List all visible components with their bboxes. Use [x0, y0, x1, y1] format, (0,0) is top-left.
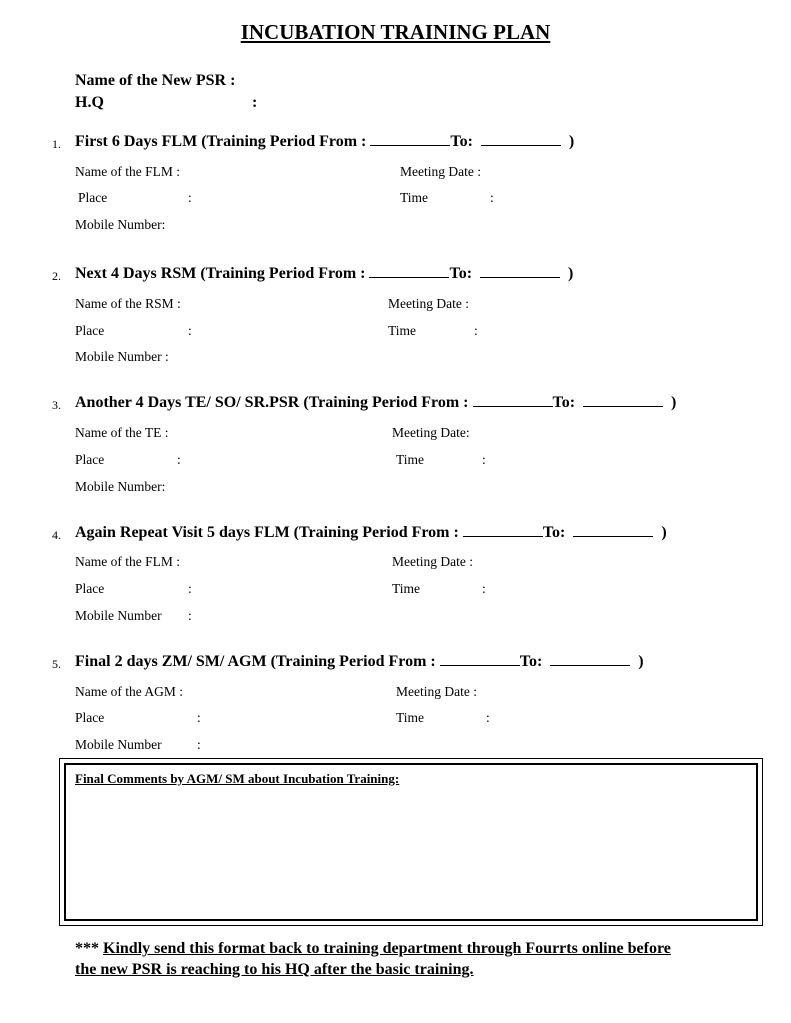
section-heading [75, 394, 676, 412]
section-heading [75, 133, 574, 151]
page-title: INCUBATION TRAINING PLAN [240, 20, 551, 44]
flm-name-label: Name of the FLM : [75, 554, 180, 569]
to-date-blank[interactable] [550, 653, 630, 666]
close-paren: ) [661, 524, 667, 541]
te-name-label: Name of the TE : [75, 425, 169, 440]
time-label: Time [400, 190, 429, 205]
place-colon: : [197, 710, 201, 725]
from-date-blank[interactable] [440, 653, 520, 666]
place-colon: : [188, 190, 192, 205]
rsm-name-label: Name of the RSM : [75, 296, 181, 311]
time-colon: : [486, 710, 490, 725]
meeting-date-label: Meeting Date : [396, 684, 477, 699]
from-date-blank[interactable] [369, 265, 449, 278]
section-number: 4. [52, 528, 61, 542]
to-date-blank[interactable] [573, 524, 653, 537]
place-colon: : [177, 452, 181, 467]
to-label: To: [449, 265, 473, 282]
hq-colon: : [252, 94, 258, 111]
footer-text-2: the new PSR is reaching to his HQ after the basic training. [75, 961, 474, 978]
agm-name-label: Name of the AGM : [75, 684, 183, 699]
time-label: Time [392, 581, 421, 596]
hq-label: H.Q [75, 94, 104, 111]
time-colon: : [490, 190, 494, 205]
section-heading [75, 653, 644, 671]
time-colon: : [474, 323, 478, 338]
to-date-blank[interactable] [481, 133, 561, 146]
from-date-blank[interactable] [370, 133, 450, 146]
section-number: 1. [52, 137, 61, 151]
to-date-blank[interactable] [480, 265, 560, 278]
mobile-number-colon: : [188, 608, 192, 623]
close-paren: ) [568, 133, 575, 150]
place-label: Place [75, 581, 105, 596]
section-heading-text: Next 4 Days RSM (Training Period From : [75, 265, 370, 282]
to-date-blank[interactable] [583, 394, 663, 407]
mobile-number-label: Mobile Number [75, 608, 162, 623]
section-number: 2. [52, 269, 61, 283]
from-date-blank[interactable] [473, 394, 553, 407]
to-label: To: [542, 524, 566, 541]
meeting-date-label: Meeting Date : [388, 296, 469, 311]
mobile-number-label: Mobile Number: [75, 479, 166, 494]
mobile-number-label: Mobile Number [75, 737, 162, 752]
footer-note-line-1 [75, 940, 671, 958]
place-label: Place [75, 323, 105, 338]
place-colon: : [188, 581, 192, 596]
place-colon: : [188, 323, 192, 338]
place-label: Place [75, 452, 105, 467]
flm-name-label: Name of the FLM : [75, 164, 180, 179]
to-label: To: [519, 653, 543, 670]
meeting-date-label: Meeting Date: [392, 425, 470, 440]
time-label: Time [396, 452, 425, 467]
section-number: 5. [52, 657, 61, 671]
close-paren: ) [638, 653, 644, 670]
to-label: To: [552, 394, 576, 411]
psr-name-label: Name of the New PSR : [75, 72, 236, 89]
time-colon: : [482, 452, 486, 467]
to-label: To: [450, 133, 473, 150]
section-heading-text: Another 4 Days TE/ SO/ SR.PSR (Training Period From : [75, 394, 473, 411]
section-heading-text: First 6 Days FLM (Training Period From : [75, 133, 371, 150]
footer-text-1: Kindly send this format back to training department through Fourrts online before [103, 940, 671, 957]
section-heading-text: Final 2 days ZM/ SM/ AGM (Training Period From : [75, 653, 440, 670]
section-number: 3. [52, 398, 61, 412]
place-label: Place [75, 710, 105, 725]
mobile-number-colon: : [197, 737, 201, 752]
meeting-date-label: Meeting Date : [400, 164, 481, 179]
time-colon: : [482, 581, 486, 596]
footer-stars: *** [75, 940, 103, 957]
section-heading [75, 265, 573, 283]
section-heading-text: Again Repeat Visit 5 days FLM (Training Period From : [75, 524, 463, 541]
section-heading [75, 524, 667, 542]
time-label: Time [388, 323, 417, 338]
mobile-number-label: Mobile Number: [75, 217, 166, 232]
place-label: Place [78, 190, 108, 205]
from-date-blank[interactable] [463, 524, 543, 537]
footer-note-line-2 [75, 961, 474, 979]
comments-title: Final Comments by AGM/ SM about Incubation Training: [75, 771, 400, 786]
meeting-date-label: Meeting Date : [392, 554, 473, 569]
mobile-number-label: Mobile Number : [75, 349, 169, 364]
time-label: Time [396, 710, 425, 725]
close-paren: ) [568, 265, 574, 282]
close-paren: ) [671, 394, 677, 411]
